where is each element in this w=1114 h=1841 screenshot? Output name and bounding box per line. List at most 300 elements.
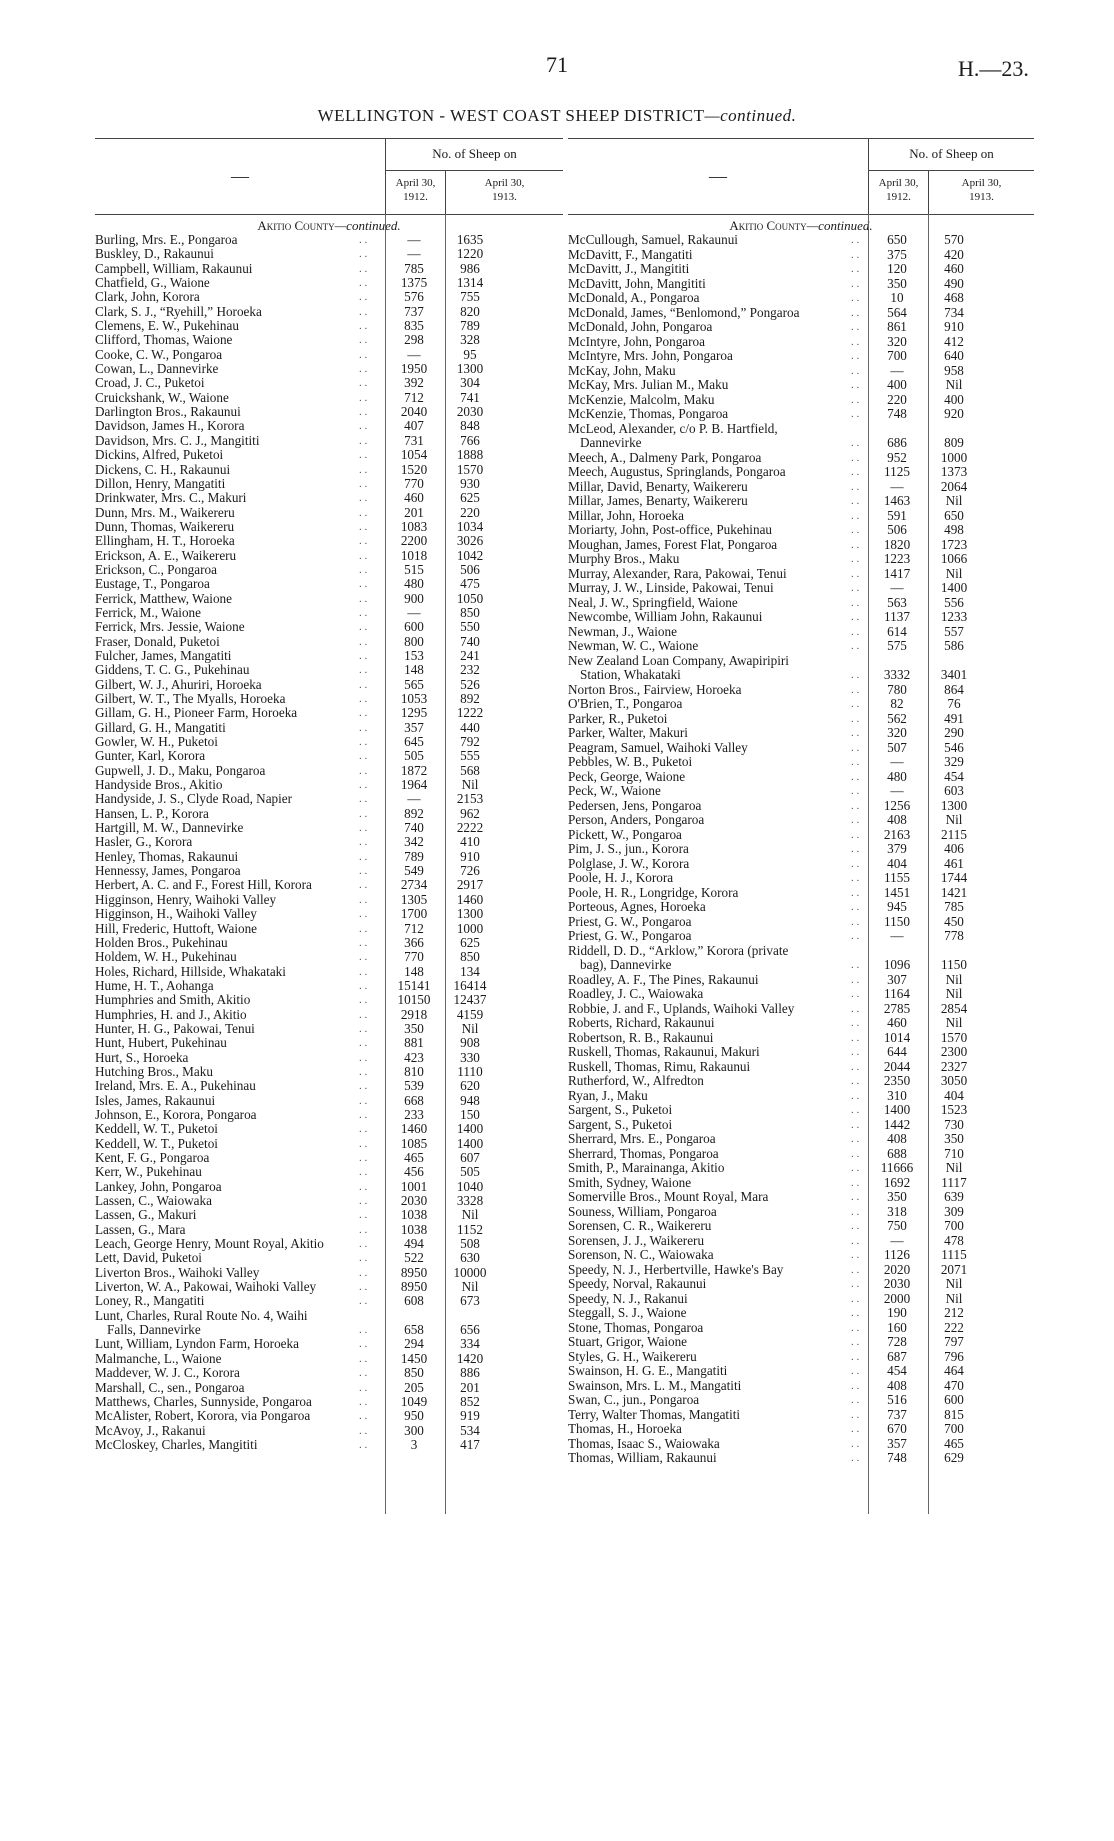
owner-name-continued: Station, Whakataki <box>580 666 681 682</box>
sheep-1912: 456 <box>404 1164 424 1180</box>
leader-dots: . . <box>851 915 860 928</box>
sheep-1912: 800 <box>404 633 424 649</box>
sheep-1912: 201 <box>404 504 424 520</box>
sheep-1913: 1400 <box>940 580 968 595</box>
leader-dots: . . <box>851 480 860 493</box>
owner-name: Leach, George Henry, Mount Royal, Akitio <box>95 1237 324 1252</box>
owner-name: Handyside Bros., Akitio <box>95 778 223 793</box>
table-row <box>568 494 1034 509</box>
sheep-1913: 726 <box>460 863 480 879</box>
leader-dots: . . <box>359 549 368 562</box>
owner-name: Robbie, J. and F., Uplands, Waihoki Valley <box>568 1001 795 1016</box>
sheep-1912: 465 <box>404 1150 424 1165</box>
sheep-1913: 1570 <box>456 461 484 477</box>
table-row <box>95 878 563 892</box>
leader-dots: . . <box>851 741 860 754</box>
sheep-count-label: No. of Sheep on <box>869 138 1034 171</box>
sheep-1912: 2785 <box>883 1000 911 1016</box>
owner-name: Dunn, Mrs. M., Waikereru <box>95 505 235 520</box>
sheep-1913: 920 <box>944 406 964 421</box>
sheep-1913: 450 <box>944 913 964 929</box>
sheep-1912: 1137 <box>884 609 910 624</box>
leader-dots: . . <box>359 320 368 333</box>
table-row <box>95 405 563 419</box>
sheep-1912: 3332 <box>883 666 911 682</box>
owner-name: Ferrick, M., Waione <box>95 605 202 620</box>
leader-dots: . . <box>359 1266 368 1279</box>
sheep-1912: 1950 <box>400 361 428 377</box>
leader-dots: . . <box>359 764 368 777</box>
leader-dots: . . <box>359 807 368 820</box>
table-row <box>95 305 563 319</box>
owner-name: McDonald, John, Pongaroa <box>568 320 713 334</box>
sheep-1913: 930 <box>460 475 480 491</box>
table-row <box>95 577 563 591</box>
owner-name: Hunt, Hubert, Pukehinau <box>95 1036 227 1051</box>
sheep-1912: — <box>890 362 904 378</box>
table-row <box>95 663 563 677</box>
table-row <box>568 509 1034 524</box>
sheep-1912: 563 <box>887 594 907 610</box>
sheep-1913: 1373 <box>940 464 968 479</box>
sheep-1912: 350 <box>404 1020 424 1036</box>
sheep-1912: 350 <box>887 275 907 291</box>
sheep-1912: 950 <box>404 1408 424 1424</box>
owner-name: Sorensen, C. R., Waikereru <box>568 1219 712 1233</box>
sheep-1912: 614 <box>887 623 907 639</box>
table-row <box>95 376 563 390</box>
table-row <box>568 1437 1034 1452</box>
table-row <box>95 1079 563 1093</box>
sheep-1912: — <box>890 783 904 798</box>
sheep-1912: 10150 <box>397 992 431 1008</box>
sheep-1913: 309 <box>944 1203 964 1219</box>
sheep-1912: 900 <box>404 590 424 606</box>
sheep-1913: 350 <box>944 1131 964 1146</box>
leader-dots: . . <box>851 524 860 536</box>
sheep-1912: — <box>407 232 421 247</box>
owner-name: Smith, P., Marainanga, Akitio <box>568 1161 725 1175</box>
table-row <box>568 900 1034 915</box>
sheep-1913: 986 <box>460 260 480 276</box>
table-row <box>95 1251 563 1265</box>
owner-name: Person, Anders, Pongaroa <box>568 813 705 827</box>
owner-name: Lassen, G., Makuri <box>95 1208 197 1223</box>
table-row <box>95 1294 563 1308</box>
sheep-1912: — <box>407 791 421 807</box>
leader-dots: . . <box>359 334 368 347</box>
leader-dots: . . <box>359 1008 368 1021</box>
table-row <box>568 1364 1034 1379</box>
sheep-1912: 300 <box>404 1422 424 1438</box>
sheep-1913: 778 <box>944 928 964 943</box>
leader-dots: . . <box>851 1350 860 1363</box>
table-row <box>568 552 1034 567</box>
owner-name: Cruickshank, W., Waione <box>95 390 229 405</box>
leader-dots: . . <box>851 843 860 855</box>
sheep-1913: 908 <box>460 1035 480 1051</box>
table-row <box>568 1132 1034 1147</box>
table-row <box>568 973 1034 988</box>
sheep-1913: Nil <box>945 971 963 987</box>
owner-name: McDonald, James, “Benlomond,” Pongaroa <box>568 305 800 320</box>
owner-name: Fraser, Donald, Puketoi <box>95 634 220 649</box>
owner-name: McCloskey, Charles, Mangititi <box>95 1437 258 1452</box>
owner-name: Peck, George, Waione <box>568 769 686 784</box>
table-row <box>568 451 1034 466</box>
leader-dots: . . <box>851 625 860 638</box>
leader-dots: . . <box>851 234 860 246</box>
owner-name: Stuart, Grigor, Waione <box>568 1335 688 1349</box>
sheep-1913: Nil <box>461 777 479 793</box>
owner-name: Dickins, Alfred, Puketoi <box>95 448 224 463</box>
sheep-1913: 1042 <box>456 547 484 563</box>
sheep-1912: 539 <box>404 1078 424 1094</box>
table-row <box>568 726 1034 741</box>
sheep-1912: 8950 <box>400 1264 428 1280</box>
sheep-1913: 673 <box>460 1293 480 1309</box>
leader-dots: . . <box>851 582 860 594</box>
owner-name: Gupwell, J. D., Maku, Pongaroa <box>95 763 266 778</box>
owner-name: Gowler, W. H., Puketoi <box>95 735 218 750</box>
table-row <box>95 419 563 433</box>
sheep-1912: 516 <box>887 1392 907 1407</box>
leader-dots: . . <box>359 1022 368 1035</box>
table-row <box>95 1381 563 1395</box>
owner-name: Speedy, Norval, Rakaunui <box>568 1277 707 1291</box>
sheep-1912: 562 <box>887 710 907 726</box>
owner-name: Humphries and Smith, Akitio <box>95 993 251 1008</box>
owner-name: Higginson, Henry, Waihoki Valley <box>95 892 277 907</box>
sheep-1913: 1300 <box>456 906 484 922</box>
owner-name: Dickens, C. H., Rakaunui <box>95 462 231 477</box>
sheep-1912: 835 <box>404 318 424 334</box>
table-row <box>95 592 563 606</box>
owner-name: Campbell, William, Rakaunui <box>95 261 253 276</box>
sheep-1913: 958 <box>944 362 964 378</box>
sheep-1913: 508 <box>460 1236 480 1252</box>
page-number: 71 <box>546 52 568 77</box>
sheep-1912: 2734 <box>400 877 428 893</box>
table-row <box>95 1108 563 1122</box>
owner-name: Lunt, Charles, Rural Route No. 4, Waihi Falls, Dannevirke <box>95 1309 357 1338</box>
table-row <box>95 563 563 577</box>
sheep-1913: 16414 <box>453 977 487 993</box>
owner-name-continued: bag), Dannevirke <box>580 956 672 972</box>
leader-dots: . . <box>851 1031 860 1044</box>
table-row <box>95 835 563 849</box>
leader-dots: . . <box>359 1080 368 1093</box>
sheep-1913: 852 <box>460 1393 480 1409</box>
owner-name: Eustage, T., Pongaroa <box>95 577 210 592</box>
sheep-1913: 741 <box>460 389 480 405</box>
sheep-1913: 468 <box>944 290 964 305</box>
sheep-1912: 205 <box>404 1379 424 1395</box>
sheep-1912: 408 <box>887 1131 907 1146</box>
table-row <box>95 549 563 563</box>
sheep-1912: 1164 <box>884 986 910 1001</box>
sheep-1913: 464 <box>944 1363 964 1378</box>
owner-name: Porteous, Agnes, Horoeka <box>568 900 706 914</box>
table-row <box>568 697 1034 712</box>
table-row <box>568 1306 1034 1321</box>
sheep-1912: 220 <box>887 391 907 407</box>
owner-name: Moriarty, John, Post-office, Pukehinau <box>568 523 773 537</box>
sheep-1913: 410 <box>460 834 480 850</box>
sheep-1912: 392 <box>404 375 424 391</box>
left-table <box>95 138 563 1452</box>
sheep-1912: 2040 <box>400 404 428 420</box>
sheep-1912: 780 <box>887 681 907 697</box>
owner-name: Somerville Bros., Mount Royal, Mara <box>568 1190 769 1204</box>
table-row <box>568 683 1034 698</box>
table-row <box>95 965 563 979</box>
sheep-1912: 1375 <box>400 275 428 291</box>
sheep-1912: 748 <box>887 1450 907 1465</box>
leader-dots: . . <box>359 736 368 749</box>
table-row <box>95 778 563 792</box>
sheep-1912: 1126 <box>884 1247 910 1262</box>
table-row <box>95 506 563 520</box>
sheep-1913: 470 <box>944 1377 964 1393</box>
leader-dots: . . <box>851 1336 860 1348</box>
owner-name: Hunter, H. G., Pakowai, Tenui <box>95 1021 255 1036</box>
leader-dots: . . <box>851 277 860 290</box>
leader-dots: . . <box>851 335 860 348</box>
table-row <box>568 1393 1034 1408</box>
sheep-1912: 1820 <box>883 536 911 552</box>
sheep-1913: 1220 <box>456 246 484 262</box>
leader-dots: . . <box>359 908 368 921</box>
owner-name: Peagram, Samuel, Waihoki Valley <box>568 740 748 755</box>
sheep-1912: 750 <box>887 1218 907 1233</box>
sheep-1913: Nil <box>945 812 963 827</box>
table-row <box>95 1438 563 1452</box>
owner-name: O'Brien, T., Pongaroa <box>568 697 683 711</box>
owner-name: Loney, R., Mangatiti <box>95 1294 205 1309</box>
owner-name: Erickson, C., Pongaroa <box>95 562 217 577</box>
owner-name: Erickson, A. E., Waikereru <box>95 548 237 563</box>
table-row <box>95 850 563 864</box>
owner-name: McDavitt, John, Mangititi <box>568 276 706 291</box>
table-row <box>568 857 1034 872</box>
leader-dots: . . <box>359 951 368 964</box>
leader-dots: . . <box>359 1410 368 1423</box>
owner-name: Stone, Thomas, Pongaroa <box>568 1320 704 1335</box>
table-row <box>95 606 563 620</box>
table-row <box>95 678 563 692</box>
sheep-1913: 755 <box>460 289 480 305</box>
sheep-1912: 505 <box>404 748 424 764</box>
table-row <box>95 993 563 1007</box>
leader-dots: . . <box>851 248 860 261</box>
owner-name: McDonald, A., Pongaroa <box>568 291 700 305</box>
leader-dots: . . <box>359 779 368 792</box>
leader-dots: . . <box>359 348 368 361</box>
leader-dots: . . <box>851 988 860 1000</box>
owner-name: Lett, David, Puketoi <box>95 1251 202 1266</box>
owner-name: Newcombe, William John, Rakaunui <box>568 610 763 624</box>
leader-dots: . . <box>851 1263 860 1276</box>
owner-name: Norton Bros., Fairview, Horoeka <box>568 682 742 697</box>
table-row <box>568 1045 1034 1060</box>
leader-dots: . . <box>359 721 368 734</box>
leader-dots: . . <box>359 434 368 447</box>
table-row <box>568 625 1034 640</box>
leader-dots: . . <box>851 1176 860 1189</box>
table-row <box>568 523 1034 538</box>
county-heading: Akitio County—continued. <box>729 218 873 233</box>
owner-name: Higginson, H., Waihoki Valley <box>95 907 257 922</box>
sheep-1912: — <box>890 928 904 943</box>
owner-name: Clark, John, Korora <box>95 290 200 305</box>
sheep-1913: 304 <box>460 375 480 391</box>
owner-name: McLeod, Alexander, c/o P. B. Hartfield, Dannevirke <box>568 422 854 451</box>
sheep-1913: 1420 <box>456 1350 484 1366</box>
table-row <box>95 477 563 491</box>
sheep-1913: 506 <box>460 561 480 577</box>
owner-name: Hansen, L. P., Korora <box>95 806 209 821</box>
owner-name: Gilbert, W. J., Ahuriri, Horoeka <box>95 677 262 692</box>
sheep-1913: 557 <box>944 623 964 639</box>
owner-name: Riddell, D. D., “Arklow,” Korora (private bag), Dannevirke <box>568 944 854 973</box>
leader-dots: . . <box>359 277 368 290</box>
sheep-1912: 1295 <box>400 705 428 721</box>
sheep-1913: 404 <box>944 1087 964 1103</box>
sheep-1912: 1520 <box>400 461 428 477</box>
owner-name: Holdem, W. H., Pukehinau <box>95 950 237 965</box>
sheep-1912: 357 <box>887 1435 907 1451</box>
sheep-1913: 809 <box>944 434 964 450</box>
leader-dots: . . <box>851 408 860 420</box>
sheep-1913: 766 <box>460 432 480 448</box>
sheep-1913: 3328 <box>456 1193 484 1209</box>
owner-name: McKay, John, Maku <box>568 363 676 378</box>
leader-dots: . . <box>359 707 368 720</box>
sheep-1912: 565 <box>404 676 424 692</box>
sheep-1912: 608 <box>404 1293 424 1309</box>
sheep-1913: 886 <box>460 1365 480 1381</box>
owner-name: Styles, G. H., Waikereru <box>568 1349 697 1364</box>
leader-dots: . . <box>359 1180 368 1193</box>
sheep-1913: 864 <box>944 681 964 697</box>
sheep-1913: 498 <box>944 522 964 537</box>
sheep-count-label: No. of Sheep on <box>386 138 563 171</box>
owner-name: McIntyre, Mrs. John, Pongaroa <box>568 349 733 363</box>
sheep-1912: 2044 <box>883 1058 911 1074</box>
leader-dots: . . <box>851 727 860 739</box>
sheep-1913: 607 <box>460 1150 480 1165</box>
table-row <box>95 1165 563 1179</box>
owner-name: Polglase, J. W., Korora <box>568 856 690 871</box>
table-row <box>568 1176 1034 1191</box>
sheep-1912: — <box>890 478 904 494</box>
sheep-1913: 570 <box>944 232 964 247</box>
owner-name: Gilbert, W. T., The Myalls, Horoeka <box>95 692 286 706</box>
owner-name: Handyside, J. S., Clyde Road, Napier <box>95 792 293 807</box>
owner-name: Poole, H. R., Longridge, Korora <box>568 885 739 900</box>
owner-name: Hume, H. T., Aohanga <box>95 978 214 993</box>
owner-name: Priest, G. W., Pongaroa <box>568 914 692 929</box>
leader-dots: . . <box>359 592 368 605</box>
leader-dots: . . <box>851 799 860 812</box>
sheep-1913: 1117 <box>941 1174 967 1190</box>
leader-dots: . . <box>851 886 860 899</box>
table-row <box>568 320 1034 335</box>
sheep-1913: 1400 <box>456 1121 484 1137</box>
table-row <box>95 979 563 993</box>
leader-dots: . . <box>851 814 860 826</box>
table-row <box>95 362 563 376</box>
leader-dots: . . <box>359 693 368 705</box>
leader-dots: . . <box>359 1051 368 1064</box>
sheep-1912: 658 <box>404 1321 424 1337</box>
sheep-count-header <box>385 138 563 214</box>
leader-dots: . . <box>851 1002 860 1015</box>
sheep-1913: 586 <box>944 638 964 653</box>
leader-dots: . . <box>359 1352 368 1365</box>
sheep-1913: 1222 <box>456 705 484 721</box>
sheep-1913: 490 <box>944 275 964 291</box>
owner-name: Roadley, J. C., Waiowaka <box>568 987 704 1001</box>
table-row <box>95 821 563 835</box>
sheep-1912: 460 <box>887 1015 907 1030</box>
leader-dots: . . <box>359 420 368 433</box>
sheep-1912: 408 <box>887 1377 907 1393</box>
owner-name: Croad, J. C., Puketoi <box>95 376 205 391</box>
table-row <box>568 654 1034 683</box>
owner-name: Fulcher, James, Mangatiti <box>95 648 232 663</box>
sheep-1913: 478 <box>944 1232 964 1248</box>
sheep-1913: 220 <box>460 504 480 520</box>
sheep-1913: 2115 <box>941 826 967 842</box>
leader-dots: . . <box>359 363 368 376</box>
table-row <box>95 807 563 821</box>
sheep-1912: 645 <box>404 734 424 750</box>
table-row <box>568 407 1034 422</box>
leader-dots: . . <box>359 377 368 390</box>
sheep-1913: 620 <box>460 1078 480 1094</box>
sheep-1913: 630 <box>460 1250 480 1266</box>
leader-dots: . . <box>359 879 368 892</box>
owner-name: Roberts, Richard, Rakaunui <box>568 1016 715 1030</box>
sheep-1912: 294 <box>404 1336 424 1352</box>
owner-name: Meech, Augustus, Springlands, Pongaroa <box>568 465 786 479</box>
sheep-1912: 1096 <box>883 956 911 972</box>
sheep-1912: 2350 <box>883 1073 911 1088</box>
table-row <box>95 1094 563 1108</box>
owner-name: Peck, W., Waione <box>568 784 661 798</box>
sheep-1913: Nil <box>945 986 963 1001</box>
sheep-1912: 408 <box>887 812 907 827</box>
sheep-1913: 1300 <box>456 361 484 377</box>
owner-name: Pedersen, Jens, Pongaroa <box>568 798 702 813</box>
sheep-1912: 2030 <box>400 1193 428 1209</box>
leader-dots: . . <box>359 477 368 490</box>
leader-dots: . . <box>851 828 860 841</box>
owner-name: Liverton, W. A., Pakowai, Waihoki Valley <box>95 1280 317 1295</box>
sheep-1912: 1872 <box>400 762 428 778</box>
leader-dots: . . <box>359 1223 368 1236</box>
table-row <box>95 1237 563 1251</box>
sheep-1912: 789 <box>404 848 424 864</box>
sheep-1913: 475 <box>460 576 480 592</box>
leader-dots: . . <box>359 1065 368 1078</box>
leader-dots: . . <box>851 1133 860 1145</box>
sheep-1913: 2222 <box>456 820 484 836</box>
leader-dots: . . <box>359 1395 368 1408</box>
table-row <box>568 596 1034 611</box>
